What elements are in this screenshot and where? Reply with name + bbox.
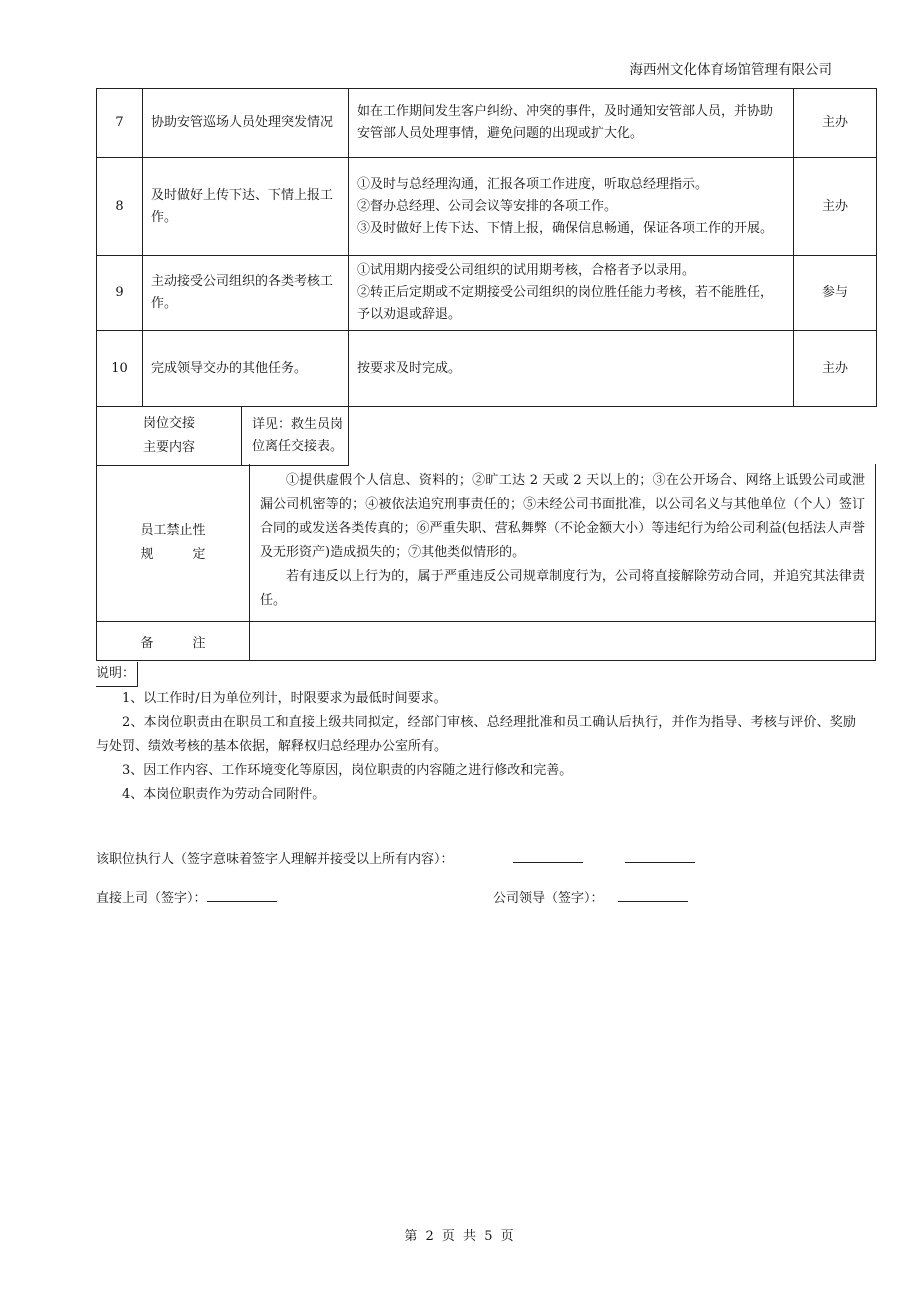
duty-number: 8 — [97, 158, 143, 256]
prohibited-label: 员工禁止性 规 定 — [97, 464, 250, 621]
prohibited-paragraph: 若有违反以上行为的，属于严重违反公司规章制度行为，公司将直接解除劳动合同，并追究其法律责任。 — [260, 569, 865, 608]
company-name: 海西州文化体育场馆管理有限公司 — [629, 62, 832, 78]
leader-label: 公司领导（签字）： — [493, 891, 604, 906]
duty-detail — [349, 256, 794, 331]
duty-detail-line: ②督办总经理、公司会议等安排的各项工作。 — [357, 198, 618, 214]
note-item: 3、因工作内容、工作环境变化等原因，岗位职责的内容随之进行修改和完善。 — [122, 763, 573, 778]
prohibited-content — [250, 464, 875, 621]
duty-number: 7 — [97, 89, 143, 158]
note-item: 2、本岗位职责由在职员工和直接上级共同拟定，经部门审核、总经理批准和员工确认后执行，并作为指导、考核与评价、奖励与处罚、绩效考核的基本依据，解释权归总经理办公室所有。 — [96, 715, 856, 754]
remarks-row — [97, 622, 875, 660]
duty-table — [96, 88, 877, 466]
page-number: 第 2 页 共 5 页 — [404, 1229, 516, 1244]
remarks-content — [250, 622, 875, 660]
notes-section — [96, 662, 856, 807]
duty-number: 10 — [97, 331, 143, 407]
handover-row — [97, 407, 877, 466]
duty-row-7 — [97, 89, 877, 158]
supervisor-label: 直接上司（签字）： — [96, 891, 207, 906]
duty-task: 完成领导交办的其他任务。 — [143, 331, 349, 407]
duty-row-8 — [97, 158, 877, 256]
duty-detail-line: 按要求及时完成。 — [357, 360, 462, 376]
duty-role: 主办 — [794, 331, 877, 407]
leader-signature — [493, 887, 688, 906]
executor-blank-1[interactable] — [513, 848, 583, 867]
note-item: 1、以工作时/日为单位列计，时限要求为最低时间要求。 — [122, 691, 447, 706]
duty-role: 主办 — [794, 89, 877, 158]
supervisor-signature — [96, 887, 277, 906]
note-item: 4、本岗位职责作为劳动合同附件。 — [122, 787, 326, 802]
duty-detail-line: ①及时与总经理沟通，汇报各项工作进度，听取总经理指示。 — [357, 176, 709, 192]
duty-row-10 — [97, 331, 877, 407]
duty-task: 协助安管巡场人员处理突发情况 — [143, 89, 349, 158]
duty-detail-line: ①试用期内接受公司组织的试用期考核，合格者予以录用。 — [357, 263, 696, 278]
handover-content: 详见：救生员岗位离任交接表。 — [252, 417, 344, 454]
duty-detail-line: ③及时做好上传下达、下情上报，确保信息畅通，保证各项工作的开展。 — [357, 220, 774, 236]
rules-block — [96, 464, 876, 661]
prohibited-row — [97, 464, 875, 622]
executor-blank-2[interactable] — [625, 848, 695, 867]
duty-detail-line: 如在工作期间发生客户纠纷、冲突的事件，及时通知安管部人员，并协助安管部人员处理事情，避免问题的出现或扩大化。 — [357, 104, 774, 141]
supervisor-blank[interactable] — [207, 887, 277, 902]
duty-role: 主办 — [794, 158, 877, 256]
duty-role: 参与 — [794, 256, 877, 331]
duty-row-9 — [97, 256, 877, 331]
notes-title: 说明： — [96, 662, 138, 687]
prohibited-paragraph: ①提供虚假个人信息、资料的；②旷工达 2 天或 2 天以上的；③在公开场合、网络上诋毁公司或泄漏公司机密等的；④被依法追究刑事责任的；⑤未经公司书面批准，以公司名义与其他单位（个人）签订合同的或发送各类传真的；⑥严重失职、营私舞弊（不论金额大小）等违纪行为给公司利益(包括法人声誉及无形资产)造成损失的；⑦其他类似情形的。 — [260, 473, 865, 560]
executor-signature — [96, 848, 454, 867]
duty-task: 主动接受公司组织的各类考核工作。 — [143, 256, 349, 331]
duty-detail-line: ②转正后定期或不定期接受公司组织的岗位胜任能力考核，若不能胜任，予以劝退或辞退。 — [357, 285, 774, 322]
duty-detail — [349, 89, 794, 158]
handover-label: 岗位交接 主要内容 — [97, 407, 242, 465]
duty-task: 及时做好上传下达、下情上报工作。 — [143, 158, 349, 256]
remarks-label: 备 注 — [97, 622, 250, 660]
executor-label: 该职位执行人（签字意味着签字人理解并接受以上所有内容）： — [96, 852, 454, 867]
duty-number: 9 — [97, 256, 143, 331]
duty-detail — [349, 331, 794, 407]
leader-blank[interactable] — [618, 887, 688, 902]
duty-detail — [349, 158, 794, 256]
